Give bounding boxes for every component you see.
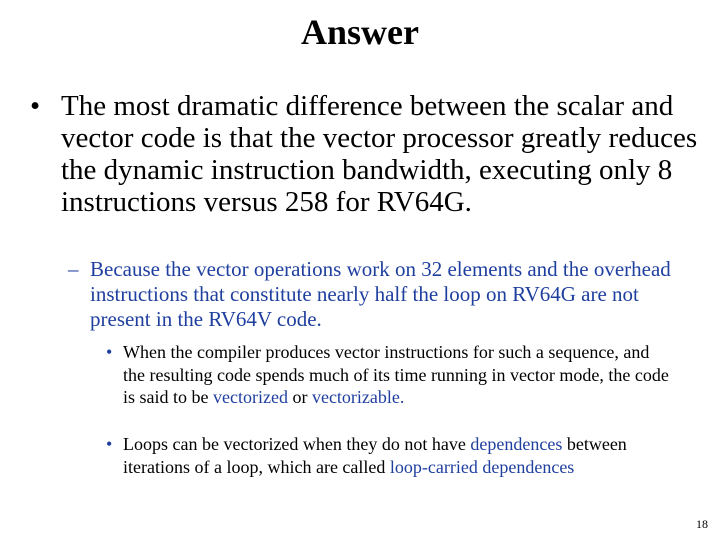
subsub-bullet-text [123,433,673,478]
text-segment: . [399,387,405,407]
text-segment: between iterations of a loop, which are called [123,434,627,477]
bullet-marker: • [30,90,41,122]
sub-bullet-text: Because the vector operations work on 32 elements and the overhead instructions that constitute nearly half the loop on RV64G are not present in the RV64V code. [90,257,671,331]
page-number: 18 [696,517,708,531]
subsub-bullet-text [123,341,673,409]
bullet-marker: • [106,434,113,454]
dash-marker: – [68,257,79,281]
main-bullet-text: The most dramatic difference between the scalar and vector code is that the vector processor greatly reduces the dynamic instruction bandwidth, executing only 8 instructions versus 258 for RV64G. [61,90,698,218]
text-segment: When the compiler produces vector instructions for such a sequence, and the resulting code spends much of its time running in vector mode, the code is said to be [123,342,669,407]
bullet-marker: • [106,342,113,362]
text-segment: or [287,387,312,407]
slide-title: Answer [301,12,419,52]
text-segment: Loops can be vectorized when they do not have [123,434,471,454]
term-vectorizable: vectorizable [311,387,400,407]
term-dependences: dependences [470,434,563,454]
term-loop-carried-dependences: loop-carried dependences [389,456,575,477]
term-vectorized: vectorized [213,387,288,407]
